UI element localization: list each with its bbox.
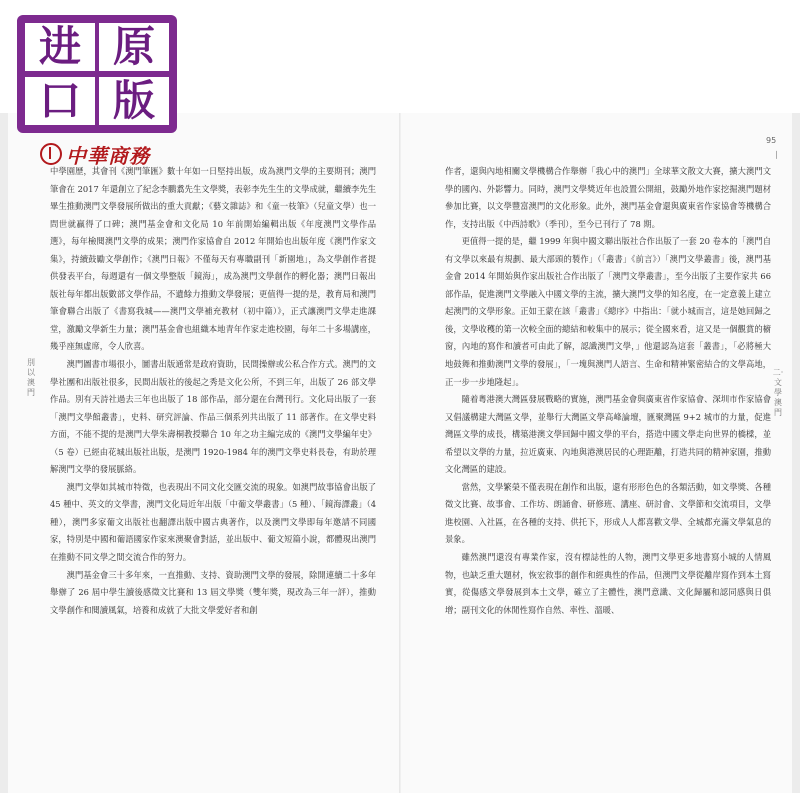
publisher-logo-icon [40, 143, 62, 165]
right-margin-label: 二·文學澳門 [772, 368, 784, 417]
page-edge-left [0, 113, 8, 793]
badge-char: 进 [25, 23, 95, 71]
badge-char: 口 [25, 77, 95, 125]
left-margin-label: 別以澳門 [27, 358, 35, 397]
paragraph: 澳門基金會三十多年來，一直推動、支持、資助澳門文學的發展，除開連續二十多年舉辦了 26 屆中學生讀後感徵文比賽和 13 屆文學獎（雙年獎，現改為三年一評），推動文學創作和閱讀風氣，培養和成就了大批文學愛好者和創 [50, 569, 376, 615]
paragraph: 澳門圖書市場很小，圖書出版通常是政府資助，民間操辦或公私合作方式。澳門的文學社團和出版社很多，民間出版社的後起之秀是文化公所，不到三年，出版了 26 部文學作品。別有天詩社過去三年也出版了 18 部作品，部分還在台灣刊行。文化局出版了一套「澳門文學館叢書」，史料、研究評論、作品三個系列共出版了 11 部著作。在文學史料方面，不能不提的是澳門大學朱壽桐教授聯合 10 年之功主編完成的《澳門文學編年史》（5 卷）已經由花城出版社出版，是澳門 1920-1984 年的澳門文學史料長卷，有助於理解澳門文學的發展脈絡。 [50, 359, 376, 475]
paragraph: 作者，還與內地相關文學機構合作舉辦「我心中的澳門」全球華文散文大賽，擴大澳門文學的國內、外影響力。同時，澳門文學獎近年也設置公開組，鼓勵外地作家挖掘澳門題材參加比賽，以文學豐富澳門的文化形象。此外，澳門基金會還與廣東省作家協會等機構合作，支持出版《中西詩歌》（季刊），至今已刊行了 78 期。 [445, 166, 771, 229]
paragraph: 當然，文學繁榮不僅表現在創作和出版，還有形形色色的各類活動，如文學獎、各種徵文比賽、故事會、工作坊、朗誦會、研修班、講座、研討會、文學節和交流項目，文學進校園、入社區，在各種的支持、供托下，形成人人都喜歡文學、全城都充滿文學氣息的景象。 [445, 481, 771, 545]
badge-char: 版 [99, 77, 169, 125]
page-number: 95 [766, 136, 777, 145]
paragraph: 隨着粵港澳大灣區發展戰略的實施，澳門基金會與廣東省作家協會、深圳市作家協會又倡議構建大灣區文學，並舉行大灣區文學高峰論壇，匯聚灣區 9+2 城市的力量，促進灣區文學的成長，構築港澳文學回歸中國文學的平台，搭造中國文學走向世界的橋樑，並希望以文學的力量，拉近廣東、內地與港澳居民的心理距離，打造共同的精神家園，推動文化灣區的建設。 [445, 394, 771, 475]
paragraph: 更值得一提的是，繼 1999 年與中國文聯出版社合作出版了一套 20 卷本的「澳門自有文學以來最有規劃、最大部頭的製作」（「叢書」《前言》）「澳門文學叢書」後，澳門基金會 2014 年開始與作家出版社合作出版了「澳門文學叢書」，至今出版了主要作家共 66 部作品，促進澳門文學融入中國文學的主流，擴大澳門文學的知名度，在一定意義上建立起澳門的文學形象。正如王蒙在該「叢書」《總序》中指出：「就小城而言，這是她回歸之後，文學收穫的第一次較全面的總結和較集中的展示；從全國來看，這又是一個觀賞的櫥窗，內地的寫作和讀者可由此了解，認識澳門文學，」他還認為這套「叢書」，「必將極大地鼓舞和推動澳門文學的發展」，「一塊與澳門人語言、生命和精神緊密結合的文學高地，正一步一步地隆起」。 [445, 236, 771, 387]
original-edition-badge [17, 15, 177, 133]
paragraph: 澳門文學如其城市特徵，也表現出不同文化交匯交流的現象。如澳門故事協會出版了 45 種中、英文的文學書，澳門文化局近年出版「中葡文學叢書」（5 種）、「鏡海譯叢」（4 種），澳門多家葡文出版社也翻譯出版中國古典著作，以及澳門文學即每年邀請不同國家，特別是中國和葡語國家作家來澳聚會對話，並出版中、葡文短篇小說，都體現出澳門在推動不同文學之間交流合作的努力。 [50, 481, 376, 563]
right-text-column [445, 163, 771, 619]
badge-char: 原 [99, 23, 169, 71]
book-spine [399, 113, 401, 793]
left-text-column [50, 163, 376, 619]
publisher-name: 中華商務 [66, 143, 150, 168]
paragraph: 雖然澳門還沒有專業作家，沒有標誌性的人物，澳門文學更多地書寫小城的人情風物，也缺乏重大題材，恢宏敘事的創作和經典性的作品，但澳門文學從離岸寫作到本土寫實，從傷感文學發展到本土文學，確立了主體性，澳門意識、文化歸屬和認同感與日俱增；副刊文化的休閒性寫作自然、率性、溫暖、 [445, 552, 771, 615]
page-edge-right [792, 113, 800, 793]
page-ornament-icon: ❘ [773, 150, 780, 159]
paragraph: 中學園歷，其會刊《澳門筆匯》數十年如一日堅持出版，成為澳門文學的主要期刊；澳門筆會在 2017 年還創立了紀念李鵬翥先生文學獎，表彰李先生生的文學成就，繼續李先生畢生推動澳門文學發展所做出的重大貢獻；《藝文雜誌》和《童一枝筆》（兒童文學）也一問世就贏得了口碑；澳門基金會和文化局 10 年前開始編輯出版《年度澳門文學作品選》，每年檢閱澳門文學的成果；澳門作家協會自 2012 年開始也出版年度《澳門作家文集》，持續鼓勵文學創作；《澳門日報》不僅每天有專職副刊「新園地」，為文學創作者提供發表平台，每週還有一個文學整版「鏡海」，成為澳門文學創作的孵化器；澳門日報出版社每年都出版數部文學作品，不遺餘力推動文學發展；更值得一提的是，教育局和澳門筆會聯合出版了《書寫我城——澳門文學補充教材（初中篇）》，正式讓澳門文學走進課堂，激勵文學新生力量；澳門基金會也組織本地青年作家走進校園，每年二十多場講座，幾乎座無虛席，令人欣喜。 [50, 166, 376, 352]
